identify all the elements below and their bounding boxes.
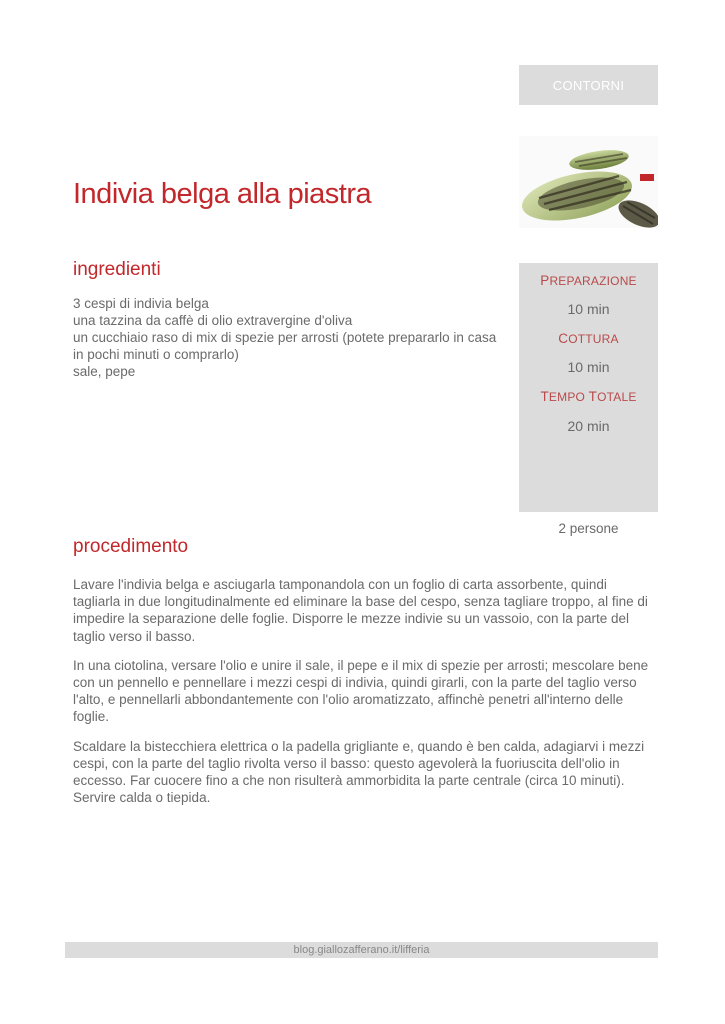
ingredient-item: un cucchiaio raso di mix di spezie per arrosti (potete prepararlo in casa in pochi minuti o comprarlo) [73,330,497,362]
grilled-endive-image [519,136,658,228]
prep-time-value: 10 min [567,301,610,317]
servings-count: 2 persone [558,521,619,536]
prep-time-label: PREPARAZIONE [540,273,637,288]
ingredients-heading: ingredienti [73,259,161,280]
ingredients-list [73,295,503,380]
cook-time-label: COTTURA [558,331,619,346]
recipe-photo [519,136,658,228]
procedure-text [73,576,653,818]
total-time-label: TEMPO TOTALE [540,389,637,404]
recipe-title: Indivia belga alla piastra [73,178,372,210]
footer-url: blog.giallozafferano.it/lifferia [65,942,658,958]
ingredient-item: sale, pepe [73,364,136,379]
procedure-step: Lavare l'indivia belga e asciugarla tamponandola con un foglio di carta assorbente, quindi tagliarla in due longitudinalmente ed eliminare la base del cespo, senza tagliare troppo, al fine di impedire la separazione delle foglie. Disporre le mezze indivie su un vassoio, con la parte del taglio verso il basso. [73,577,648,644]
ingredient-item: 3 cespi di indivia belga [73,296,209,311]
cook-time-value: 10 min [567,359,610,375]
procedure-heading: procedimento [73,536,189,557]
procedure-step: Scaldare la bistecchiera elettrica o la padella grigliante e, quando è ben calda, adagiarvi i mezzi cespi, con la parte del taglio rivolta verso il basso: questo agevolerà la fuoriuscita dell'olio in eccesso. Far cuocere fino a che non risulterà ammorbidita la parte centrale (circa 10 minuti). Servire calda o tiepida. [73,738,645,806]
category-badge: CONTORNI [519,65,658,105]
ingredient-item: una tazzina da caffè di olio extravergine d'oliva [73,313,353,328]
time-info-panel [519,263,658,512]
procedure-step: In una ciotolina, versare l'olio e unire il sale, il pepe e il mix di spezie per arrosti; mescolare bene con un pennello e pennellare i mezzi cespi di indivia, quindi girarli, con la parte del taglio verso l'alto, e pennellarli abbondantemente con l'olio aromatizzato, affinchè penetri all'interno delle foglie. [73,657,649,725]
total-time-value: 20 min [567,418,610,434]
